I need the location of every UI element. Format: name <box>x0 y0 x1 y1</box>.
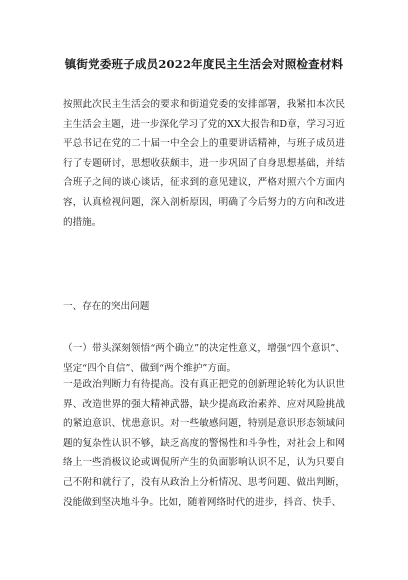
document-title: 镇街党委班子成员2022年度民主生活会对照检查材料 <box>64 57 344 71</box>
subsection-paragraph: （一）带头深刻领悟“两个确立”的决定性意义，增强“四个意识”、坚定“四个自信”、做到“两个维护”方面。 <box>63 343 345 374</box>
intro-paragraph: 按照此次民主生活会的要求和街道党委的安排部署，我紧扣本次民主生活会主题，进一步深化学习了党的XX大报告和D章，学习习近平总书记在党的二十届一中全会上的重要讲话精神，与班子成员进行了专题研讨，思想收获颇丰，进一步巩固了自身思想基础，并结合班子之间的谈心谈话，征求到的意见建议，严格对照六个方面内容，认真检视问题，深入剖析原因，明确了今后努力的方向和改进的措施。 <box>63 99 345 228</box>
section-heading: 一、存在的突出问题 <box>63 301 150 312</box>
body-paragraph: 一是政治判断力有待提高。没有真正把党的创新理论转化为认识世界、改造世界的强大精神武器，缺少提高政治素养、应对风险挑战的紧迫意识、忧患意识。对一些敏感问题，特别是意识形态领域问题的复杂性认识不够，缺乏高度的警惕性和斗争性，对社会上和网络上一些消极议论或调侃所产生的负面影响认识不足，认为只要自己不附和就行了，没有从政治上分析情况、思考问题、做出判断，没能做到坚决地斗争。比如，随着网络时代的进步，抖音、快手、 <box>63 379 345 508</box>
